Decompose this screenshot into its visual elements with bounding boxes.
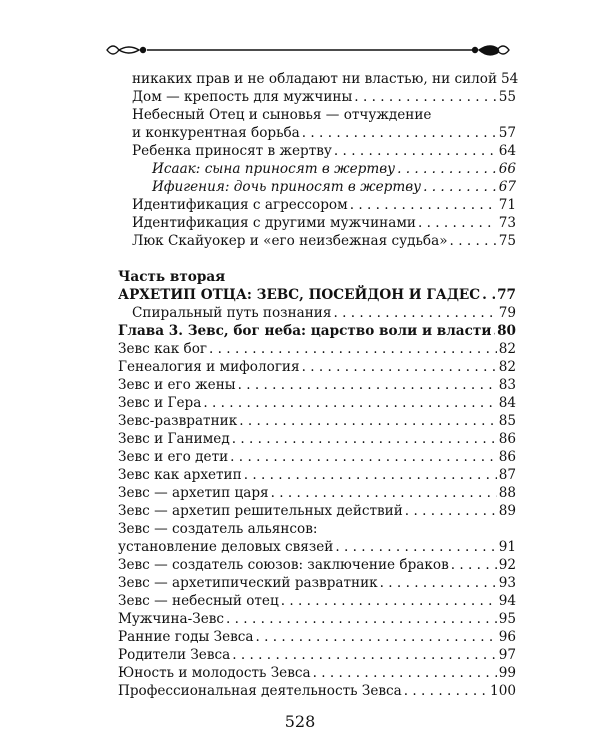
- toc-entry: Ребенка приносят в жертву . . . 64: [118, 142, 516, 160]
- toc-entry: Зевс — архетипический развратник . . . 93: [118, 574, 516, 592]
- toc-entry: Ранние годы Зевса . . . 96: [118, 628, 516, 646]
- toc-entry: Идентификация с агрессором . . . 71: [118, 196, 516, 214]
- toc-entry: установление деловых связей . . . 91: [118, 538, 516, 556]
- toc-entry: Профессиональная деятельность Зевса . . . 100: [118, 682, 516, 700]
- toc-part-heading: Часть вторая: [118, 269, 226, 285]
- toc-entry: Зевс — небесный отец . . . 94: [118, 592, 516, 610]
- toc-entry: Зевс — архетип решительных действий . . . 89: [118, 502, 516, 520]
- toc-entry: никаких прав и не обладают ни властью, ни силой 54: [132, 71, 519, 87]
- toc-entry: Зевс и его жены . . . 83: [118, 376, 516, 394]
- toc-entry: Спиральный путь познания . . . 79: [118, 304, 516, 322]
- toc-entry: Зевс и Гера . . . 84: [118, 394, 516, 412]
- toc-entry: Небесный Отец и сыновья — отчуждение: [132, 107, 432, 123]
- toc-entry: Люк Скайуокер и «его неизбежная судьба» . . . 75: [118, 232, 516, 250]
- toc-entry: Дом — крепость для мужчины . . . 55: [118, 88, 516, 106]
- toc-entry: Генеалогия и мифология . . . 82: [118, 358, 516, 376]
- toc-entry: Зевс — архетип царя . . . 88: [118, 484, 516, 502]
- toc-entry: Зевс — создатель союзов: заключение браков . . . 92: [118, 556, 516, 574]
- toc-entry: Зевс как бог . . . 82: [118, 340, 516, 358]
- toc-entry: Ифигения: дочь приносят в жертву . . . 67: [118, 178, 516, 196]
- toc-chapter-title: Глава 3. Зевс, бог неба: царство воли и власти . . . 80: [118, 322, 516, 340]
- table-of-contents: [118, 70, 519, 700]
- toc-entry: Идентификация с другими мужчинами . . . 73: [118, 214, 516, 232]
- toc-part-title: АРХЕТИП ОТЦА: ЗЕВС, ПОСЕЙДОН И ГАДЕС . . . 77: [118, 286, 516, 304]
- toc-entry: Исаак: сына приносят в жертву . . . 66: [118, 160, 516, 178]
- toc-entry: Родители Зевса . . . 97: [118, 646, 516, 664]
- toc-entry: и конкурентная борьба . . . 57: [118, 124, 516, 142]
- decorative-divider-ornament: [103, 38, 515, 62]
- toc-entry: Зевс и Ганимед . . . 86: [118, 430, 516, 448]
- toc-entry: Зевс — создатель альянсов:: [118, 521, 318, 537]
- toc-entry: Мужчина-Зевс . . . 95: [118, 610, 516, 628]
- toc-entry: Юность и молодость Зевса . . . 99: [118, 664, 516, 682]
- page-number: 528: [284, 712, 316, 731]
- toc-entry: Зевс-развратник . . . 85: [118, 412, 516, 430]
- toc-entry: Зевс и его дети . . . 86: [118, 448, 516, 466]
- toc-entry: Зевс как архетип . . . 87: [118, 466, 516, 484]
